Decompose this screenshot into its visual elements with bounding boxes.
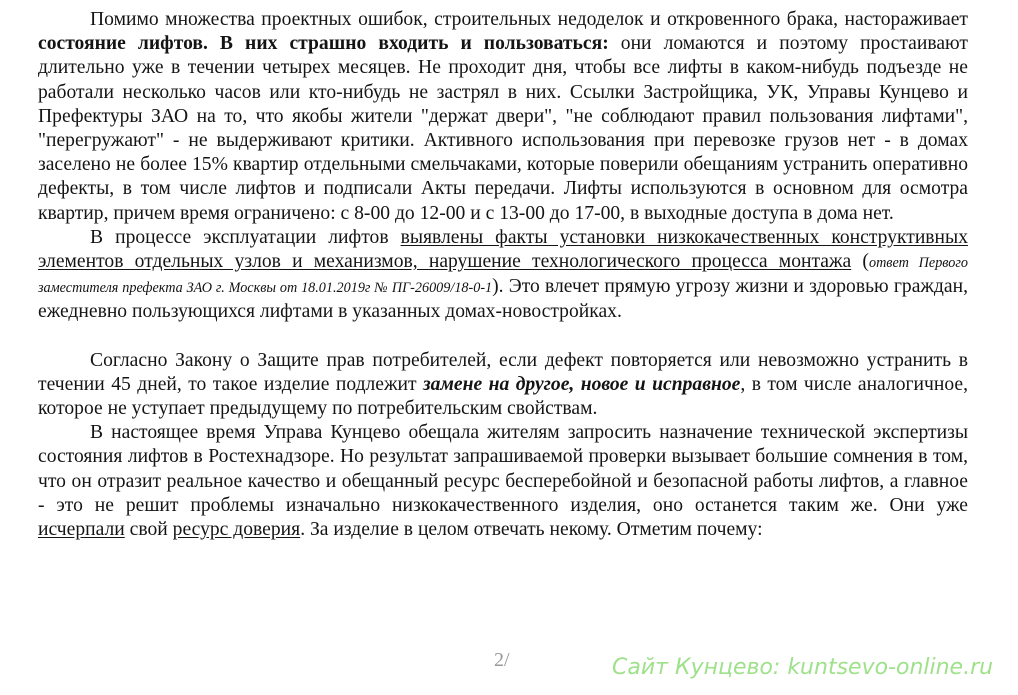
text-run: В настоящее время Управа Кунцево обещала жителям запросить назначение технической экспертизы состояния лифтов в Ростехнадзоре. Но результат запрашиваемой проверки вызывает большие сомнения в том, что он отразит реальное качество и обещанный ресурс бесперебойной и безопасной работы лифтов, а главное - это не решит проблемы изначально низкокачественного изделия, оно останется таким же. Они уже xyxy=(38,422,968,516)
page-number: 2/ xyxy=(494,649,510,671)
site-watermark: Сайт Кунцево: kuntsevo-online.ru xyxy=(612,655,994,680)
text-run: , в том числе аналогичное, которое не уступает предыдущему по потребительским свойствам. xyxy=(38,373,968,420)
paragraph-consumer-law xyxy=(38,349,968,422)
emphasized-text: замене на другое, новое и исправное xyxy=(423,373,741,395)
text-run: ( xyxy=(851,251,869,273)
text-run: Согласно Закону о Защите прав потребителей, если дефект повторяется или невозможно устранить в течении 45 дней, то такое изделие подлежит xyxy=(38,349,968,395)
underlined-text: исчерпали xyxy=(38,519,125,541)
text-run: ). Это влечет прямую угрозу жизни и здоровью граждан, ежедневно пользующихся лифтами в указанных домах-новостройках. xyxy=(38,276,968,323)
document-body xyxy=(38,8,968,542)
reference-citation: ответ Первого заместителя префекта ЗАО г. Москвы от 18.01.2019г № ПГ-26009/18-0-1 xyxy=(38,255,969,297)
text-run: свой xyxy=(124,519,173,541)
paragraph-spacer xyxy=(38,325,968,349)
text-run: они ломаются и поэтому простаивают длительно уже в течении четырех месяцев. Не проходит дня, чтобы все лифты в каком-нибудь подъезде не работали несколько часов или кто-нибудь не застрял в них. Ссылки Застройщика, УК, Управы Кунцево и Префектуры ЗАО на то, что якобы жители "держат двери", "не соблюдают правил пользования лифтами", "перегружают" - не выдерживают критики. Активного использования при перевозке грузов нет - в домах заселено не более 15% квартир отдельными смельчаками, которые поверили обещаниям устранить оперативно дефекты, в том числе лифтов и подписали Акты передачи. Лифты используются в основном для осмотра квартир, причем время ограничено: с 8-00 до 12-00 и с 13-00 до 17-00, в выходные доступа в дома нет. xyxy=(38,33,968,224)
text-run: . За изделие в целом отвечать некому. Отметим почему: xyxy=(300,519,763,541)
bold-text: состояние лифтов. В них страшно входить и пользоваться: xyxy=(38,33,609,55)
paragraph-lifts-condition xyxy=(38,8,968,226)
paragraph-expertise xyxy=(38,421,968,542)
underlined-text: выявлены факты установки низкокачественных конструктивных элементов отдельных узлов и механизмов, нарушение технологического процесса монтажа xyxy=(38,226,969,273)
text-run: В процессе эксплуатации лифтов xyxy=(90,226,401,248)
paragraph-operation-facts xyxy=(38,226,968,325)
underlined-text: ресурс доверия xyxy=(172,519,301,541)
text-run: Помимо множества проектных ошибок, строительных недоделок и откровенного брака, настораживает xyxy=(90,9,968,30)
